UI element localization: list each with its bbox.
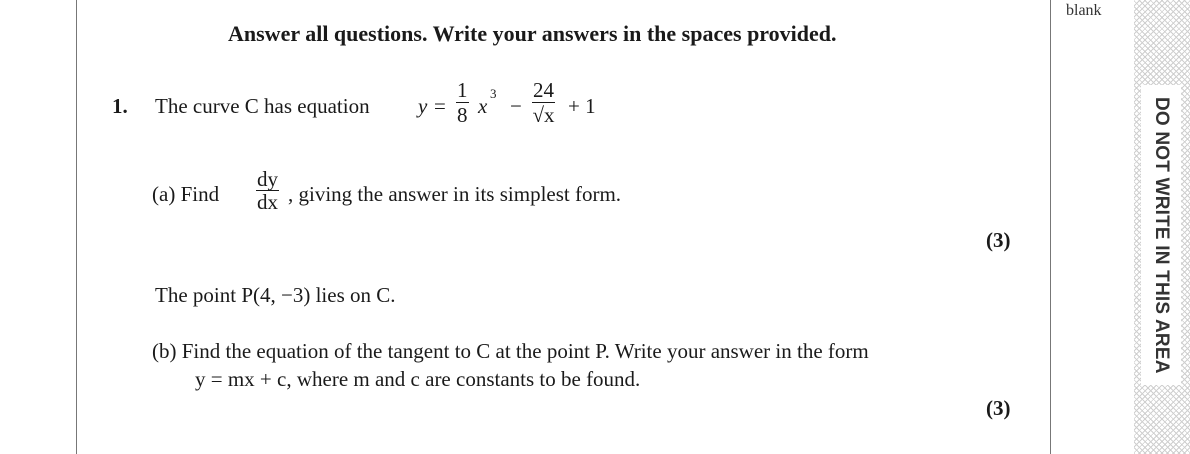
point-statement: The point P(4, −3) lies on C. — [155, 283, 396, 307]
instructions-heading: Answer all questions. Write your answers in the spaces provided. — [228, 21, 837, 46]
minus-sign: − — [510, 94, 522, 118]
page-border-right — [1050, 0, 1051, 454]
question-number: 1. — [112, 94, 128, 118]
equation-lhs: y = — [418, 94, 447, 118]
part-a-lead: (a) Find — [152, 182, 220, 206]
part-a-marks: (3) — [986, 228, 1011, 252]
part-a-text: , giving the answer in its simplest form. — [288, 182, 622, 206]
part-b-line2: y = mx + c, where m and c are constants to be found. — [195, 367, 641, 391]
fraction-24-over-root-x: $\frac{24}{√x}$ — [532, 78, 555, 127]
page-border-left — [76, 0, 77, 454]
do-not-write-notice: DO NOT WRITE IN THIS AREA — [1141, 85, 1181, 385]
part-b-line1: (b) Find the equation of the tangent to C at the point P. Write your answer in the form — [152, 339, 869, 363]
question-intro: The curve C has equation — [155, 94, 370, 118]
variable-x: x — [478, 94, 488, 118]
constant-term: + 1 — [568, 94, 596, 118]
blank-column-label: blank — [1066, 2, 1102, 19]
dy-dx-fraction: $\frac{dy}{dx}$ — [257, 167, 278, 214]
exponent: 3 — [490, 86, 497, 101]
part-b-marks: (3) — [986, 396, 1011, 420]
fraction-one-eighth: $\frac{1}{8}$ — [457, 78, 468, 127]
